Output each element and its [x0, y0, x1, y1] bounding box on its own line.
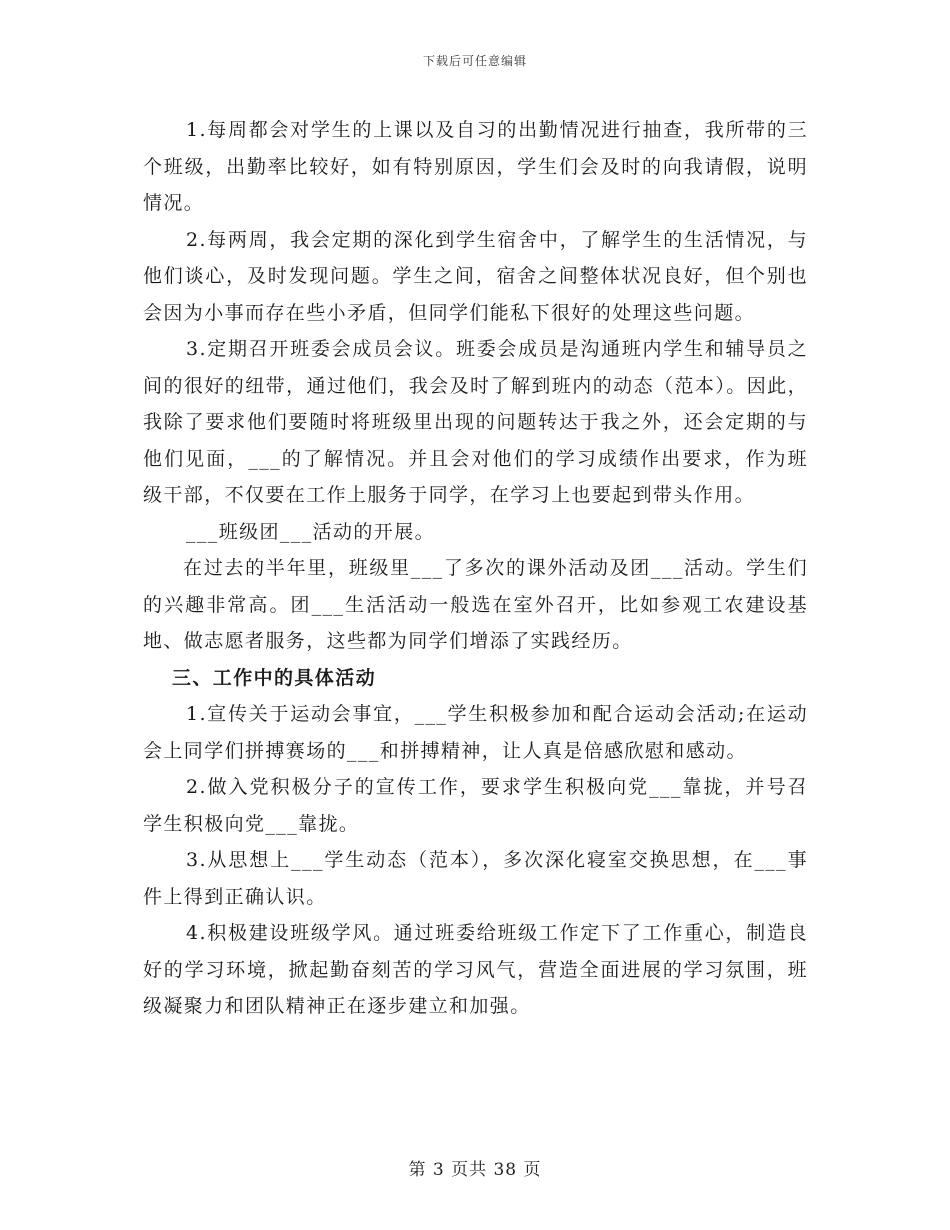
- paragraph-sports-meet: 1.宣传关于运动会事宜，___学生积极参加和配合运动会活动;在运动会上同学们拼搏赛场的___和拼搏精神，让人真是倍感欣慰和感动。: [143, 703, 808, 762]
- paragraph-study-style: 4.积极建设班级学风。通过班委给班级工作定下了工作重心，制造良好的学习环境，掀起勤奋刻苦的学习风气，营造全面进展的学习氛围，班级凝聚力和团队精神正在逐步建立和加强。: [143, 922, 808, 1017]
- paragraph-ideology: 3.从思想上___学生动态（范本），多次深化寝室交换思想，在___事件上得到正确认识。: [143, 849, 808, 908]
- paragraph-past-half-year: 在过去的半年里，班级里___了多次的课外活动及团___活动。学生们的兴趣非常高。团___生活活动一般选在室外召开，比如参观工农建设基地、做志愿者服务，这些都为同学们增添了实践经历。: [143, 557, 808, 652]
- paragraph-class-league-activities: ___班级团___活动的开展。: [186, 520, 436, 543]
- section-heading-specific-activities: 三、工作中的具体活动: [172, 666, 377, 689]
- paragraph-committee-meetings: 3.定期召开班委会成员会议。班委会成员是沟通班内学生和辅导员之间的很好的纽带，通过他们，我会及时了解到班内的动态（范本）。因此，我除了要求他们要随时将班级里出现的问题转达于我之外，还会定期的与他们见面，___的了解情况。并且会对他们的学习成绩作出要求，作为班级干部，不仅要在工作上服务于同学，在学习上也要起到带头作用。: [143, 338, 808, 506]
- page-header: 下载后可任意编辑: [422, 54, 527, 68]
- paragraph-dorm-visits: 2.每两周，我会定期的深化到学生宿舍中，了解学生的生活情况，与他们谈心，及时发现问题。学生之间，宿舍之间整体状况良好，但个别也会因为小事而存在些小矛盾，但同学们能私下很好的处理这些问题。: [143, 228, 808, 324]
- page-number-footer: 第 3 页共 38 页: [408, 1160, 542, 1180]
- document-body: [143, 112, 808, 1025]
- paragraph-attendance-check: 1.每周都会对学生的上课以及自习的出勤情况进行抽查，我所带的三个班级，出勤率比较好，如有特别原因，学生们会及时的向我请假，说明情况。: [143, 119, 808, 214]
- paragraph-party-activists: 2.做入党积极分子的宣传工作，要求学生积极向党___靠拢，并号召学生积极向党___靠拢。: [143, 776, 808, 835]
